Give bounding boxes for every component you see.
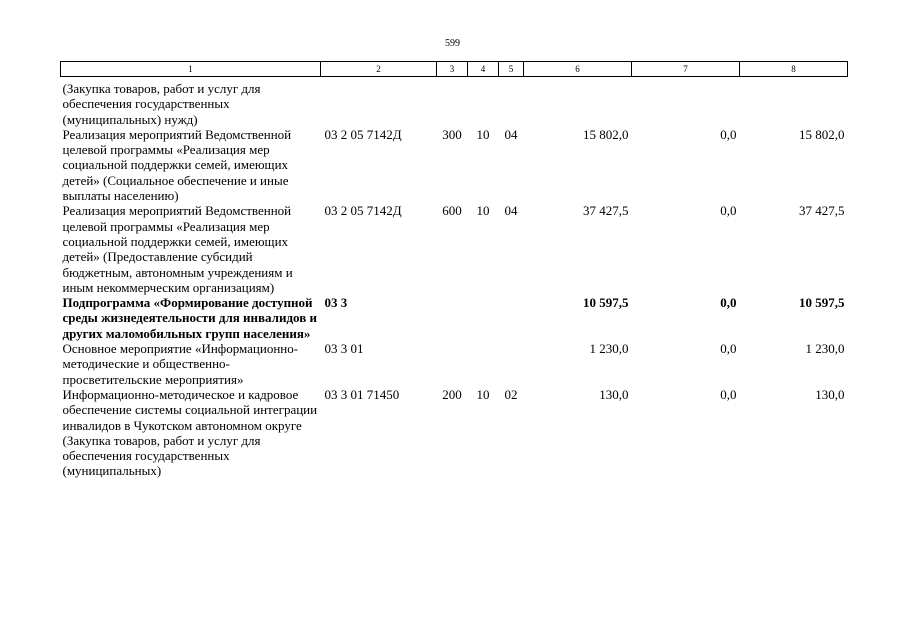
row-sum-3 [740,77,848,127]
row-sum-1: 130,0 [599,386,629,402]
row-sum-1: 37 427,5 [583,203,629,219]
row-name: Основное мероприятие «Информационно-методические и общественно-просветительские мероприятия» [62,341,299,387]
row-code: 03 3 [324,295,348,311]
row-sum-2: 0,0 [720,203,737,219]
budget-table [60,61,848,479]
row-vr [437,341,468,387]
row-rz [468,295,499,341]
row-sum-3: 15 802,0 [799,126,845,142]
row-vr: 200 [442,386,462,402]
page-number: 599 [445,38,460,49]
table-row [61,127,848,203]
row-sum-2 [632,77,740,127]
row-rz: 10 [476,126,490,142]
row-pr [499,295,524,341]
row-sum-2: 0,0 [720,126,737,142]
row-sum-1: 1 230,0 [589,341,629,357]
row-rz [468,341,499,387]
row-code [321,77,437,127]
row-vr: 300 [442,126,462,142]
row-sum-1: 10 597,5 [583,295,629,311]
row-sum-2: 0,0 [720,295,737,311]
row-rz: 10 [476,386,490,402]
row-name: Подпрограмма «Формирование доступной среды жизнедеятельности для инвалидов и других маломобильных групп населения» [62,295,317,341]
table-header-row [61,62,848,77]
column-header: 5 [499,62,524,77]
row-sum-3: 37 427,5 [799,203,845,219]
row-pr: 04 [504,203,518,219]
row-name: Реализация мероприятий Ведомственной целевой программы «Реализация мер социальной поддержки семей, имеющих детей» (Предоставление субсидий бюджетным, автономным учреждениям и иным некоммерческим организациям) [62,203,293,295]
column-header: 1 [61,62,321,77]
row-code: 03 3 01 [324,341,364,357]
row-rz: 10 [476,203,490,219]
row-sum-1 [524,77,632,127]
row-vr: 600 [442,203,462,219]
row-pr: 02 [504,386,518,402]
column-header: 3 [437,62,468,77]
row-sum-3: 130,0 [815,386,845,402]
row-pr: 04 [504,126,518,142]
row-pr [499,341,524,387]
table-row [61,77,848,127]
row-code: 03 3 01 71450 [324,386,400,402]
row-vr [437,295,468,341]
row-sum-2: 0,0 [720,341,737,357]
row-sum-3: 1 230,0 [805,341,845,357]
row-code: 03 2 05 7142Д [324,203,402,219]
column-header: 7 [632,62,740,77]
row-rz [468,77,499,127]
row-name: Реализация мероприятий Ведомственной целевой программы «Реализация мер социальной поддержки семей, имеющих детей» (Социальное обеспечение и иные выплаты населению) [62,126,292,204]
row-pr [499,77,524,127]
column-header: 8 [740,62,848,77]
row-sum-2: 0,0 [720,386,737,402]
row-name: (Закупка товаров, работ и услуг для обеспечения государственных (муниципальных) нужд) [62,81,261,127]
table-row [61,203,848,295]
column-header: 2 [321,62,437,77]
row-code: 03 2 05 7142Д [324,126,402,142]
table-row [61,341,848,387]
table-row [61,295,848,341]
row-vr [437,77,468,127]
row-name: Информационно-методическое и кадровое обеспечение системы социальной интеграции инвалидов в Чукотском автономном округе (Закупка товаров, работ и услуг для обеспечения государственных (муниципальных) [62,386,318,479]
column-header: 6 [524,62,632,77]
row-sum-1: 15 802,0 [583,126,629,142]
table-row [61,387,848,479]
column-header: 4 [468,62,499,77]
row-sum-3: 10 597,5 [799,295,845,311]
